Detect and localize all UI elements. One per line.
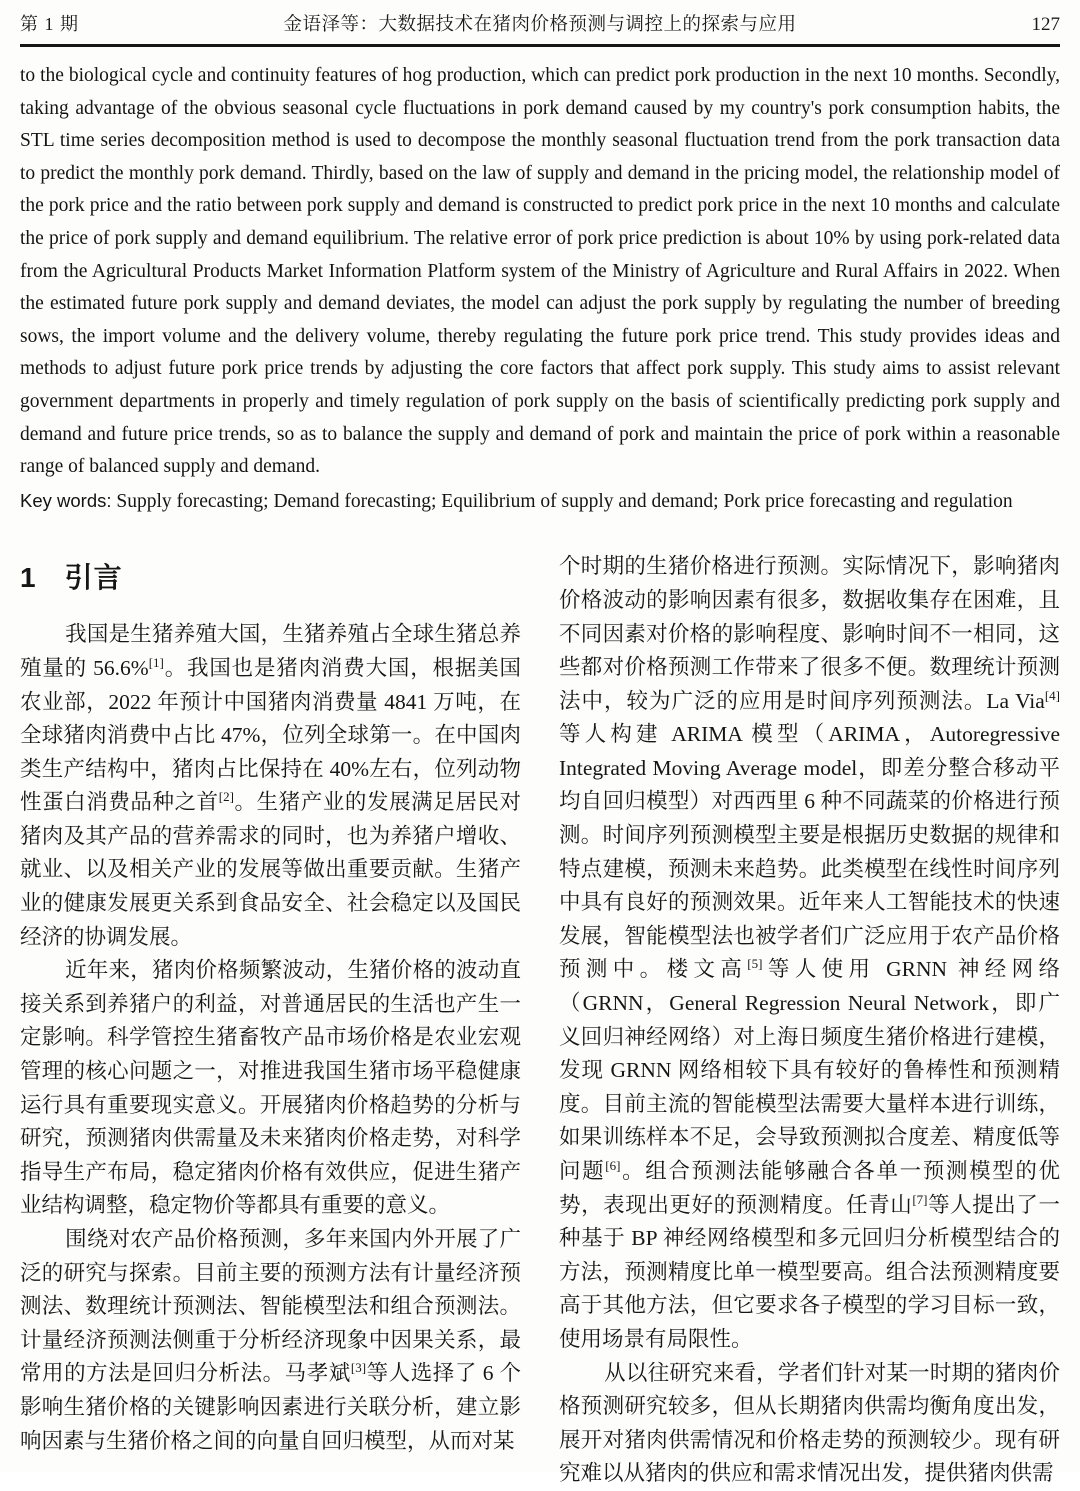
paragraph: 我国是生猪养殖大国，生猪养殖占全球生猪总养殖量的 56.6%[1]。我国也是猪肉消费大国，根据美国农业部，2022 年预计中国猪肉消费量 4841 万吨，在全球猪肉消费中占比 47%，位列全球第一。在中国肉类生产结构中，猪肉占比保持在 40%左右，位列动物性蛋白消费品种之首[2]。生猪产业的发展满足居民对猪肉及其产品的营养需求的同时，也为养猪户增收、就业、以及相关产业的发展等做出重要贡献。生猪产业的健康发展更关系到食品安全、社会稳定以及国民经济的协调发展。 [20,622,521,949]
header-rule [20,44,1060,47]
abstract-text: to the biological cycle and continuity features of hog production, which can predict pork production in the next 10 months. Secondly, taking advantage of the obvious seasonal cycle fluctuations in pork demand caused by my country's pork consumption habits, the STL time series decomposition method is used to decompose the monthly seasonal fluctuation trend from the pork transaction data to predict the monthly pork demand. Thirdly, based on the law of supply and demand in the pricing model, the relationship model of the pork price and the ratio between pork supply and demand is constructed to predict pork price in the next 10 months and calculate the price of pork supply and demand equilibrium. The relative error of pork price prediction is about 10% by using pork-related data from the Agricultural Products Market Information Platform system of the Ministry of Agriculture and Rural Affairs in 2022. When the estimated future pork supply and demand deviates, the model can adjust the pork supply by regulating the number of breeding sows, the import volume and the delivery volume, thereby regulating the future pork price trend. This study provides ideas and methods to adjust future pork price trends by adjusting the core factors that affect pork supply. This study aims to assist relevant government departments in properly and timely regulation of pork supply on the basis of scientifically predicting pork supply and demand and future price trends, so as to balance the supply and demand of pork and maintain the price of pork within a reasonable range of balanced supply and demand. [20,65,1060,478]
section-heading [20,560,521,596]
journal-issue: 第 1 期 [20,14,79,34]
paragraph: 围绕对农产品价格预测，多年来国内外开展了广泛的研究与探索。目前主要的预测方法有计量经济预测法、数理统计预测法、智能模型法和组合预测法。计量经济预测法侧重于分析经济现象中因果关系，最常用的方法是回归分析法。马孝斌[3]等人选择了 6 个影响生猪价格的关键影响因素进行关联分析，建立影响因素与生猪价格之间的向量自回归模型，从而对某 [20,1227,521,1453]
keywords-label: Key words: [20,489,112,511]
running-title: 金语泽等：大数据技术在猪肉价格预测与调控上的探索与应用 [283,15,797,35]
right-column [559,550,1060,1491]
section-title: 引言 [64,562,123,594]
page-header [20,0,1060,37]
keywords-line [20,485,1060,519]
keywords-text: Supply forecasting; Demand forecasting; Equilibrium of supply and demand; Pork price forecasting and regulation [111,490,1013,512]
paragraph: 个时期的生猪价格进行预测。实际情况下，影响猪肉价格波动的影响因素有很多，数据收集存在困难，且不同因素对价格的影响程度、影响时间不一相同，这些都对价格预测工作带来了很多不便。数理统计预测法中，较为广泛的应用是时间序列预测法。La Via[4]等人构建 ARIMA 模型（ARIMA，Autoregressive Integrated Moving Average model，即差分整合移动平均自回归模型）对西西里 6 种不同蔬菜的价格进行预测。时间序列预测模型主要是根据历史数据的规律和特点建模，预测未来趋势。此类模型在线性时间序列中具有良好的预测效果。近年来人工智能技术的快速发展，智能模型法也被学者们广泛应用于农产品价格预测中。楼文高[5]等人使用 GRNN 神经网络（GRNN，General Regression Neural Network，即广义回归神经网络）对上海日频度生猪价格进行建模，发现 GRNN 网络相较下具有较好的鲁棒性和预测精度。目前主流的智能模型法需要大量样本进行训练，如果训练样本不足，会导致预测拟合度差、精度低等问题[6]。组合预测法能够融合各单一预测模型的优势，表现出更好的预测精度。任青山[7]等人提出了一种基于 BP 神经网络模型和多元回归分析模型结合的方法，预测精度比单一模型要高。组合法预测精度要高于其他方法，但它要求各子模型的学习目标一致，使用场景有局限性。 [559,554,1060,1351]
paragraph: 近年来，猪肉价格频繁波动，生猪价格的波动直接关系到养猪户的利益，对普通居民的生活也产生一定影响。科学管控生猪畜牧产品市场价格是农业宏观管理的核心问题之一，对推进我国生猪市场平稳健康运行具有重要现实意义。开展猪肉价格趋势的分析与研究，预测猪肉供需量及未来猪肉价格走势，对科学指导生产布局，稳定猪肉价格有效供应，促进生猪产业结构调整，稳定物价等都具有重要的意义。 [20,958,521,1218]
section-number: 1 [20,562,37,594]
left-column [20,550,521,1491]
page-number: 127 [1031,14,1060,35]
paragraph: 从以往研究来看，学者们针对某一时期的猪肉价格预测研究较多，但从长期猪肉供需均衡角度出发，展开对猪肉供需情况和价格走势的预测较少。现有研究难以从猪肉的供应和需求情况出发，提供猪肉供需 [559,1360,1060,1486]
content-columns [20,550,1060,1491]
